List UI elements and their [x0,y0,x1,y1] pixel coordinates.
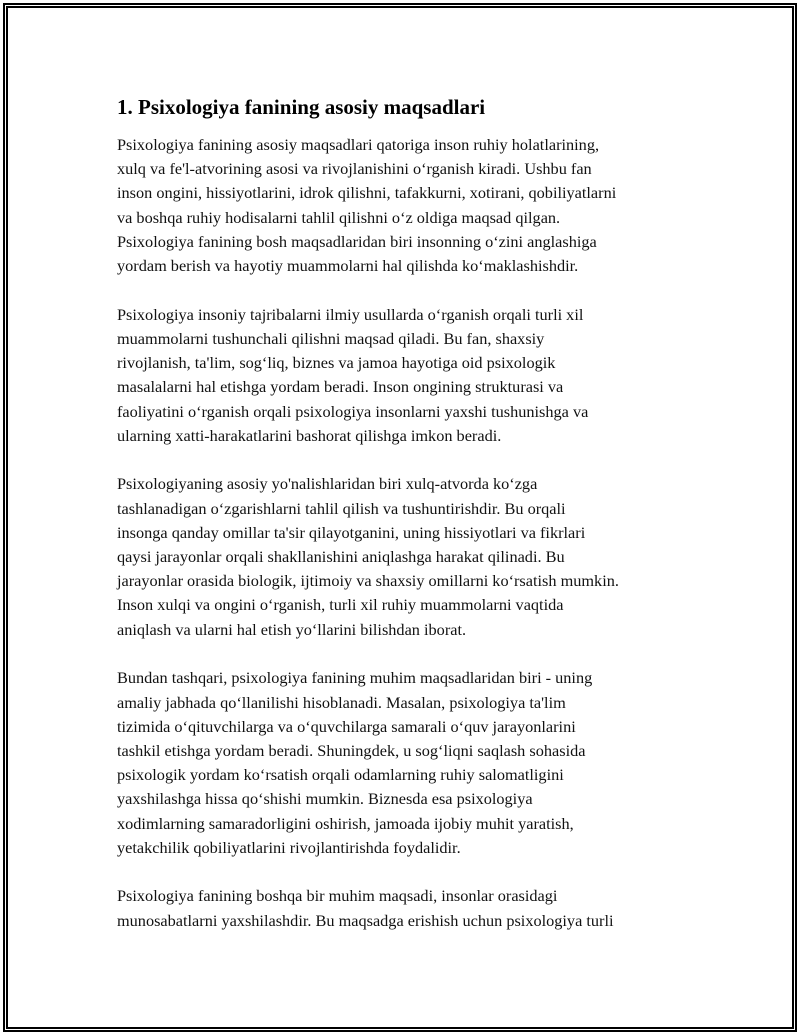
paragraph-1 [117,133,697,278]
text-line: masalalarni hal etishga yordam beradi. Inson ongining strukturasi va [117,377,564,397]
text-line: tizimida o‘qituvchilarga va o‘quvchilarga samarali o‘quv jarayonlarini [117,716,576,736]
document-body [117,93,697,957]
text-line: amaliy jabhada qo‘llanilishi hisoblanadi. Masalan, psixologiya ta'lim [117,692,566,712]
text-line: Psixologiyaning asosiy yo'nalishlaridan biri xulq-atvorda ko‘zga [117,474,538,494]
text-line: yordam berish va hayotiy muammolarni hal qilishda ko‘maklashishdir. [117,256,579,276]
text-line: Psixologiya insoniy tajribalarni ilmiy usullarda o‘rganish orqali turli xil [117,304,584,324]
text-line: aniqlash va ularni hal etish yo‘llarini bilishdan iborat. [117,619,467,639]
paragraph-5 [117,884,697,932]
text-line: Psixologiya fanining boshqa bir muhim maqsadi, insonlar orasidagi [117,886,558,906]
paragraph-3 [117,472,697,641]
text-line: Psixologiya fanining asosiy maqsadlari qatoriga inson ruhiy holatlarining, [117,135,600,154]
text-line: xodimlarning samaradorligini oshirish, jamoada ijobiy muhit yaratish, [117,813,574,833]
text-line: muammolarni tushunchali qilishni maqsad qiladi. Bu fan, shaxsiy [117,328,545,348]
text-line: psixologik yordam ko‘rsatish orqali odamlarning ruhiy salomatligini [117,765,564,785]
text-line: qaysi jarayonlar orqali shakllanishini aniqlashga harakat qilinadi. Bu [117,547,565,567]
text-line: yaxshilashga hissa qo‘shishi mumkin. Biznesda esa psixologiya [117,789,533,809]
text-line: Psixologiya fanining bosh maqsadlaridan biri insonning o‘zini anglashiga [117,231,597,251]
paragraph-4 [117,666,697,860]
text-line: inson ongini, hissiyotlarini, idrok qilishni, tafakkurni, xotirani, qobiliyatlarni [117,183,617,203]
section-heading: 1. Psixologiya fanining asosiy maqsadlari [117,95,486,119]
text-line: tashkil etishga yordam beradi. Shuningdek, u sog‘liqni saqlash sohasida [117,740,586,760]
paragraph-2 [117,303,697,448]
text-line: yetakchilik qobiliyatlarini rivojlantirishda foydalidir. [117,837,461,857]
text-line: va boshqa ruhiy hodisalarni tahlil qilishni o‘z oldiga maqsad qilgan. [117,207,561,227]
text-line: jarayonlar orasida biologik, ijtimoiy va shaxsiy omillarni ko‘rsatish mumkin. [117,571,619,591]
text-line: rivojlanish, ta'lim, sog‘liq, biznes va jamoa hayotiga oid psixologik [117,353,556,373]
text-line: xulq va fe'l-atvorining asosi va rivojlanishini o‘rganish kiradi. Ushbu fan [117,159,592,179]
text-line: Inson xulqi va ongini o‘rganish, turli xil ruhiy muammolarni vaqtida [117,595,564,615]
text-line: faoliyatini o‘rganish orqali psixologiya insonlarni yaxshi tushunishga va [117,401,589,421]
text-line: tashlanadigan o‘zgarishlarni tahlil qilish va tushuntirishdir. Bu orqali [117,498,566,518]
text-line: ularning xatti-harakatlarini bashorat qilishga imkon beradi. [117,425,502,445]
text-line: munosabatlarni yaxshilashdir. Bu maqsadga erishish uchun psixologiya turli [117,910,614,930]
text-line: Bundan tashqari, psixologiya fanining muhim maqsadlaridan biri - uning [117,668,593,688]
text-line: insonga qanday omillar ta'sir qilayotganini, uning hissiyotlari va fikrlari [117,522,586,542]
